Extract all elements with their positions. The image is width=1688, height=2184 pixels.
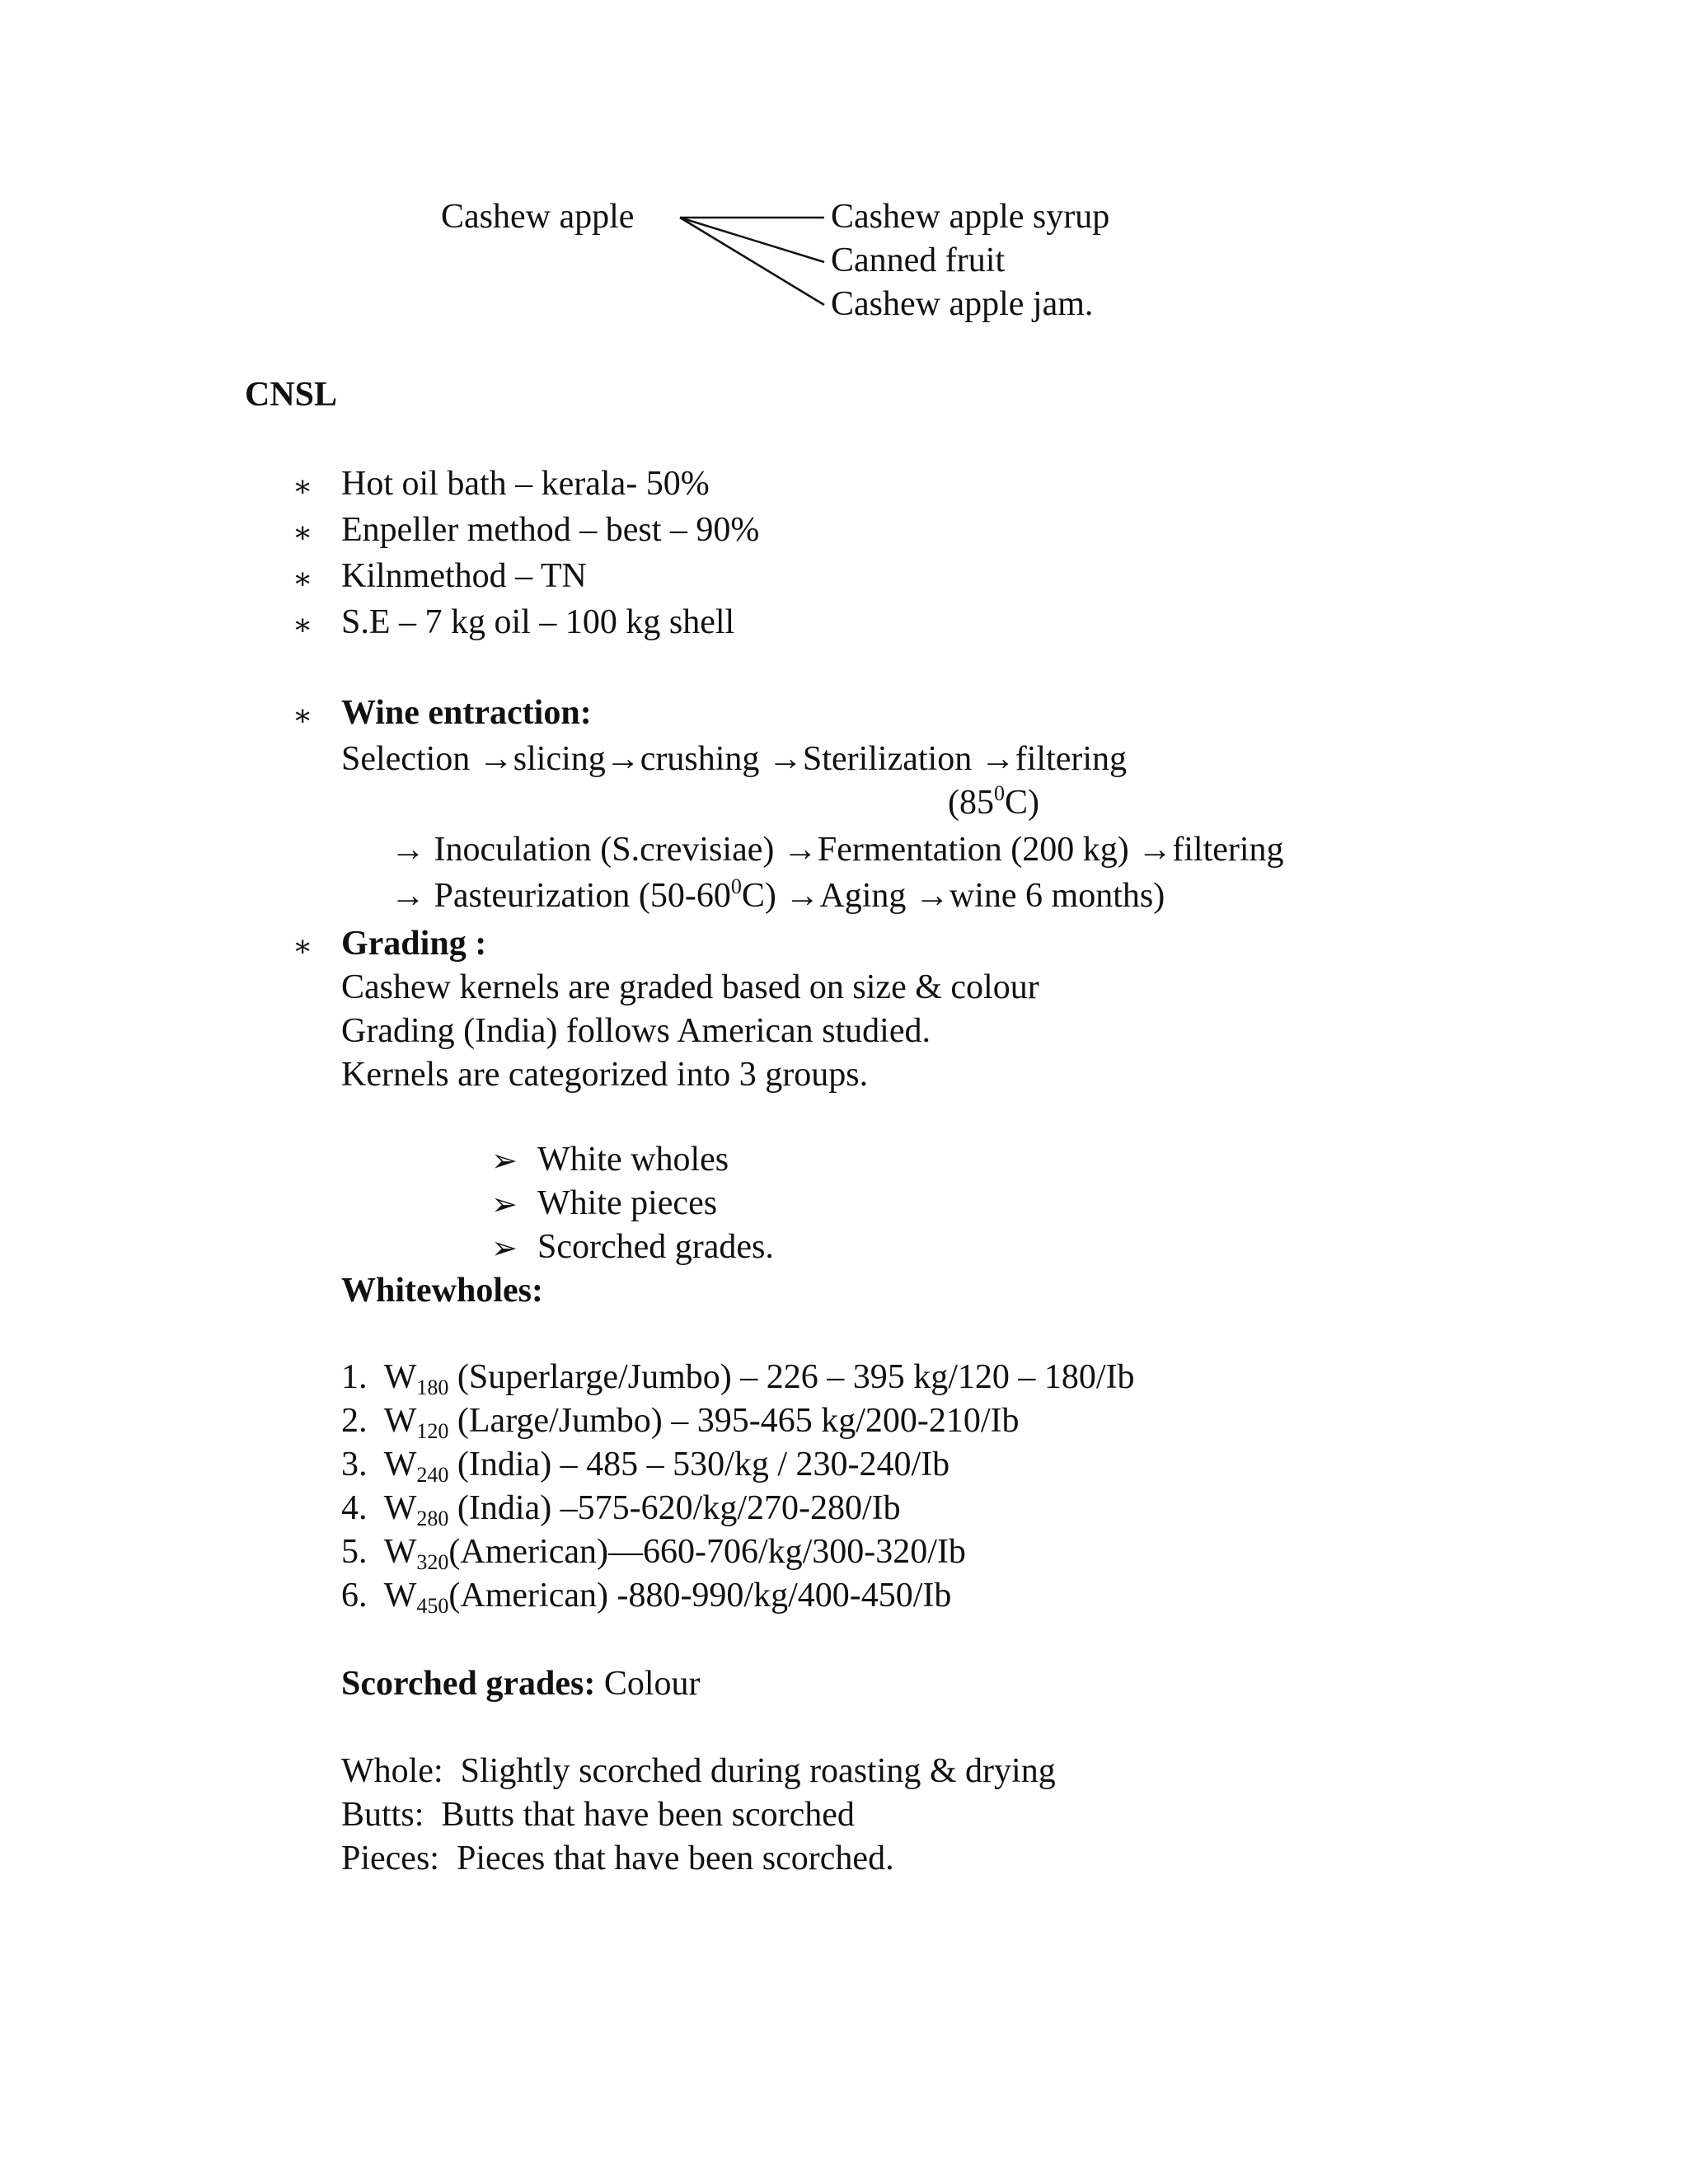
scorched-heading-line: Scorched grades: Colour <box>341 1665 701 1703</box>
grade-subscript: 280 <box>416 1507 449 1530</box>
bullet-star: ∗ <box>293 470 313 503</box>
scorched-line: Pieces: Pieces that have been scorched. <box>341 1840 894 1877</box>
cnsl-item: Kilnmethod – TN <box>341 557 587 595</box>
diagram-source-label: Cashew apple <box>441 198 635 236</box>
scorched-line: Butts: Butts that have been scorched <box>341 1796 855 1834</box>
scorched-line: Whole: Slightly scorched during roasting & drying <box>341 1752 1056 1790</box>
grade-subscript: 180 <box>416 1376 449 1399</box>
scorched-heading: Scorched grades: <box>341 1665 596 1703</box>
wine-process-line-3: → Pasteurization $(50-60^0C)$ →Aging →wine 6 months) <box>391 874 1165 915</box>
whitewhole-item: 5. $W_{320}(American)—660-706/kg/300-320/Ib$ <box>341 1533 966 1574</box>
bullet-star: ∗ <box>293 562 313 595</box>
group-item: Scorched grades. <box>537 1228 774 1266</box>
arrow-bullet-icon: ➢ <box>491 1231 518 1266</box>
cnsl-item: Hot oil bath – kerala- 50% <box>341 465 710 503</box>
wine-process-line-1: Selection →slicing→crushing →Sterilization →filtering <box>341 740 1127 778</box>
whitewhole-item: 6. $W_{450}(American)$ -880-990/kg/400-450/Ib <box>341 1577 952 1618</box>
group-item: White wholes <box>537 1141 729 1179</box>
cnsl-item: S.E – 7 kg oil – 100 kg shell <box>341 603 735 641</box>
degree-superscript: 0 <box>994 781 1005 805</box>
bullet-star: ∗ <box>293 699 313 732</box>
wine-process-line-2: → Inoculation (S.crevisiae) →Fermentation (200 kg) →filtering <box>391 831 1284 869</box>
diagram-product-jam: Cashew apple jam. <box>831 285 1094 323</box>
cnsl-item: Enpeller method – best – 90% <box>341 511 760 549</box>
bullet-star: ∗ <box>293 608 313 641</box>
wine-heading: Wine entraction: <box>341 694 592 732</box>
whitewholes-heading: Whitewholes: <box>341 1272 543 1310</box>
grading-heading: Grading : <box>341 925 487 963</box>
grading-line: Cashew kernels are graded based on size & colour <box>341 968 1039 1006</box>
grading-line: Kernels are categorized into 3 groups. <box>341 1056 869 1094</box>
diagram-product-syrup: Cashew apple syrup <box>831 198 1110 236</box>
diagram-product-canned: Canned fruit <box>831 241 1006 279</box>
connector-line-canned <box>680 218 824 262</box>
whitewhole-item: 1. $W_{180}$ (Superlarge/Jumbo) – 226 – 395 kg/120 – 180/Ib <box>341 1358 1135 1399</box>
bullet-star: ∗ <box>293 516 313 549</box>
grading-line: Grading (India) follows American studied. <box>341 1012 931 1050</box>
connector-line-jam <box>680 218 824 305</box>
grade-subscript: 320 <box>416 1550 449 1574</box>
whitewhole-item: 4. $W_{280}$ (India) –575-620/kg/270-280/Ib <box>341 1489 901 1530</box>
cnsl-heading: CNSL <box>245 376 338 414</box>
whitewhole-item: 2. $W_{120}$ (Large/Jumbo) – 395-465 kg/200-210/Ib <box>341 1402 1020 1443</box>
grade-subscript: 240 <box>416 1463 449 1487</box>
bullet-star: ∗ <box>293 930 313 963</box>
whitewhole-item: 3. $W_{240}$ (India) – 485 – 530/kg / 230-240/Ib <box>341 1446 950 1487</box>
group-item: White pieces <box>537 1184 718 1222</box>
wine-sterilization-temp: $(85^0C)$ <box>948 781 1039 822</box>
arrow-bullet-icon: ➢ <box>491 1188 518 1222</box>
arrow-bullet-icon: ➢ <box>491 1144 518 1179</box>
grade-subscript: 450 <box>416 1594 449 1618</box>
grade-subscript: 120 <box>416 1419 449 1443</box>
degree-superscript: 0 <box>730 874 742 898</box>
